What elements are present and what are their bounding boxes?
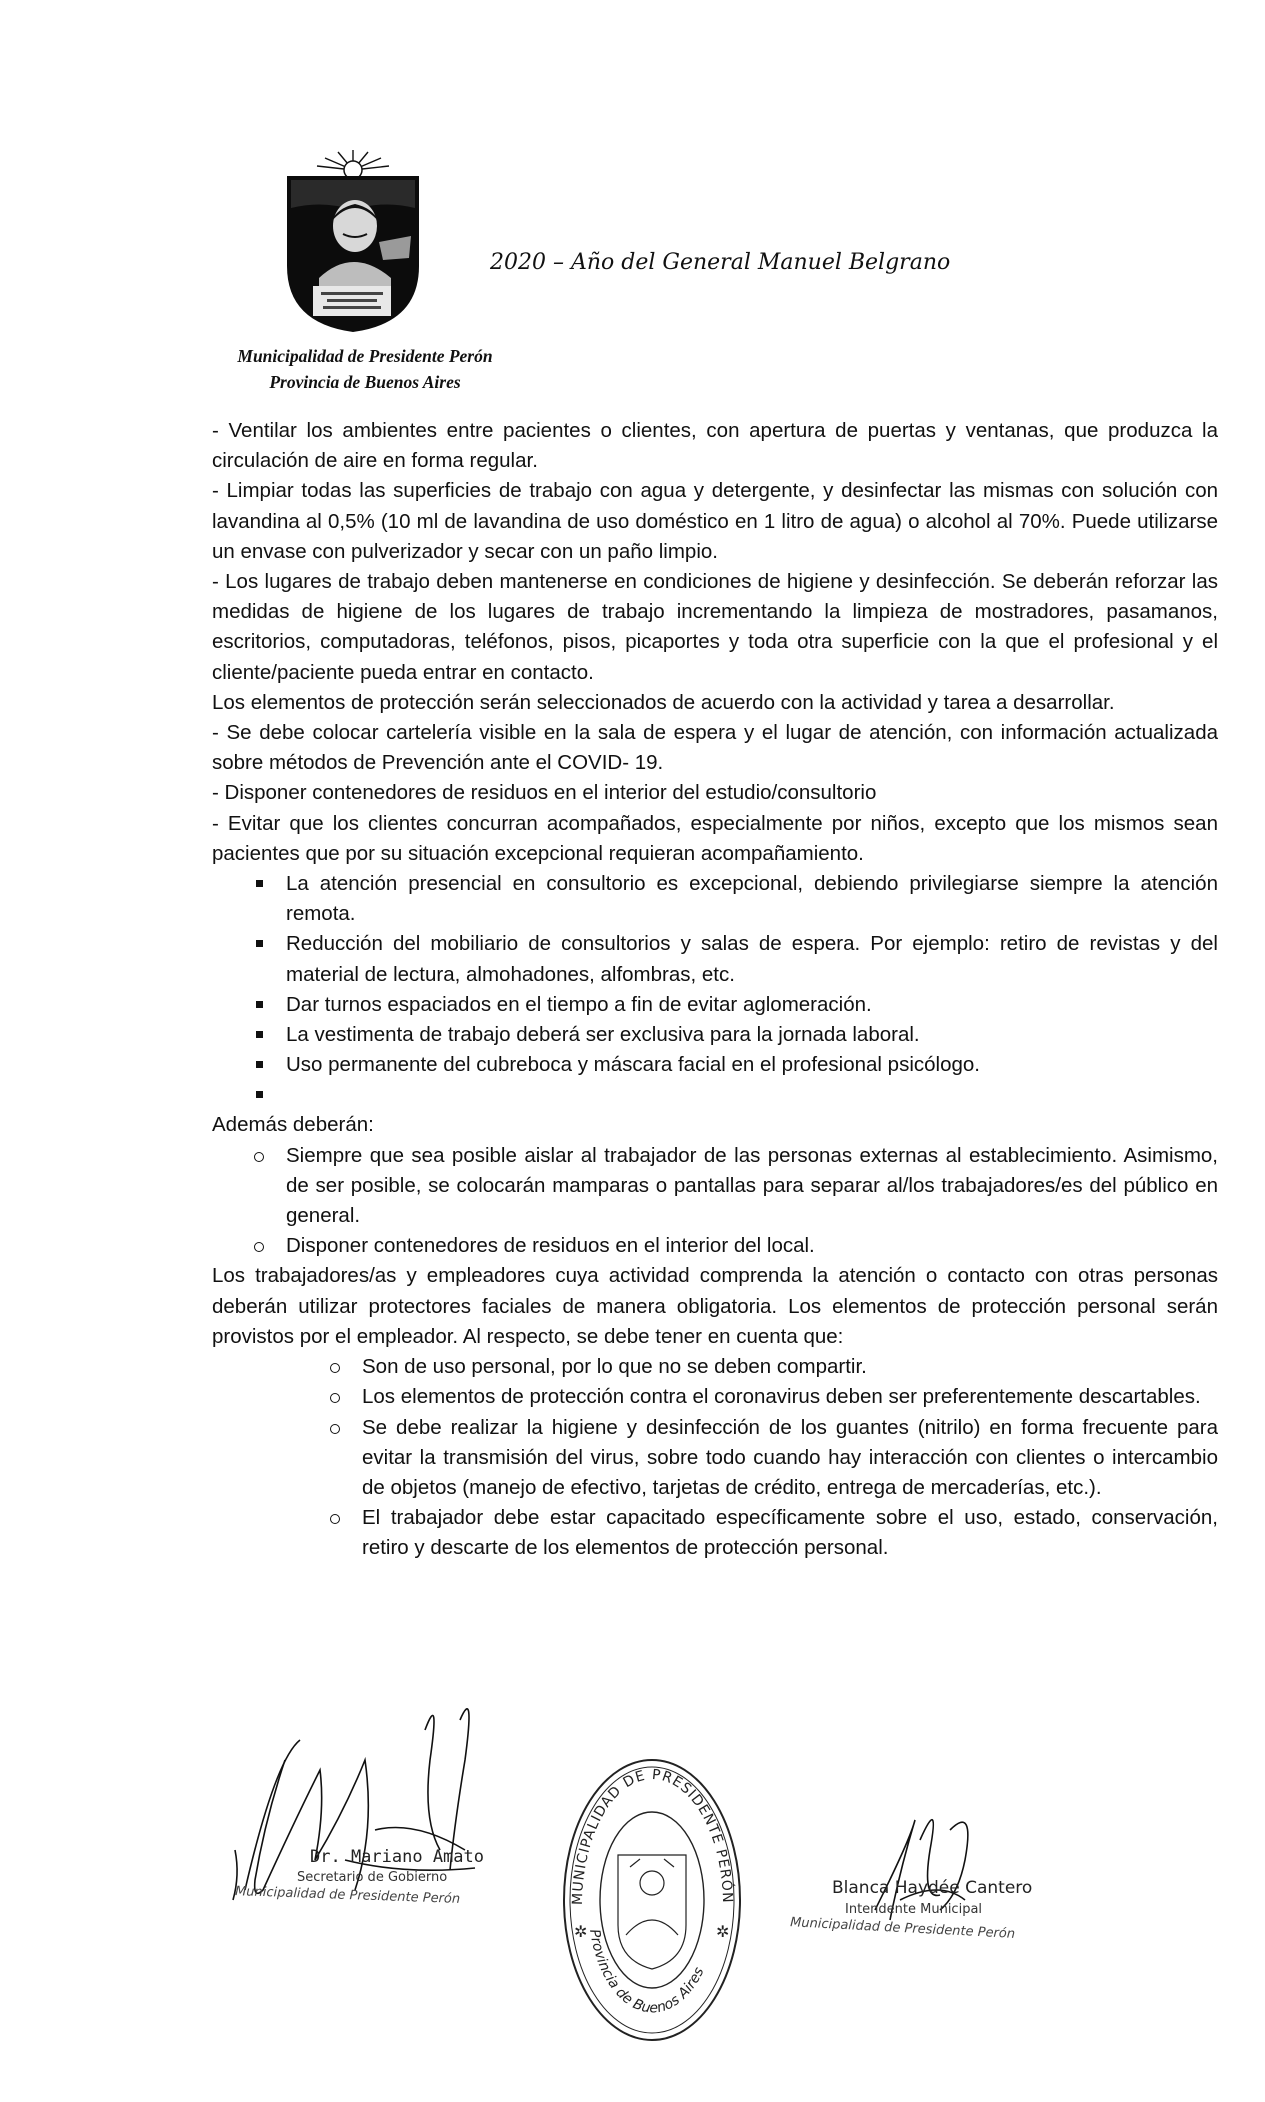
list-item: Siempre que sea posible aislar al trabajador de las personas externas al establecimiento. Asimismo, de ser posible, se colocarán mamparas o pantallas para separar al/los trabajadores/es del público en general. [248, 1141, 1218, 1232]
list-item: Reducción del mobiliario de consultorios y salas de espera. Por ejemplo: retiro de revistas y del material de lectura, almohadones, alfombras, etc. [250, 929, 1218, 989]
circle-bullet-list-2 [324, 1352, 1218, 1563]
paragraph-carteleria: - Se debe colocar cartelería visible en la sala de espera y el lugar de atención, con información actualizada sobre métodos de Prevención ante el COVID- 19. [212, 721, 1218, 775]
square-bullet-list [250, 869, 1218, 1110]
paragraph-lugares-trabajo: - Los lugares de trabajo deben mantenerse en condiciones de higiene y desinfección. Se deberán reforzar las medidas de higiene de los lugares de trabajo incrementando la limpieza de mostradores, pasamanos, escritorios, computadoras, teléfonos, pisos, picaportes y toda otra superficie con la que el profesional y el cliente/paciente pueda entrar en contacto. [212, 570, 1218, 684]
official-seal-stamp [560, 1755, 745, 2045]
paragraph-protectores-faciales: Los trabajadores/as y empleadores cuya actividad comprenda la atención o contacto con otras personas deberán utilizar protectores faciales de manera obligatoria. Los elementos de protección personal serán provistos por el empleador. Al respecto, se debe tener en cuenta que: [212, 1264, 1218, 1348]
ademas-label: Además deberán: [212, 1113, 374, 1137]
circle-bullet-icon [330, 1393, 340, 1403]
signer-org-right: Municipalidad de Presidente Perón [789, 1915, 1016, 1942]
list-item: Son de uso personal, por lo que no se deben compartir. [324, 1352, 1218, 1382]
signer-org-left: Municipalidad de Presidente Perón [234, 1884, 461, 1907]
square-bullet-icon [256, 940, 263, 947]
signature-intendente [790, 1800, 1090, 1980]
province-name: Provincia de Buenos Aires [269, 372, 461, 392]
circle-bullet-icon [330, 1514, 340, 1524]
signer-role-left: Secretario de Gobierno [297, 1870, 448, 1885]
list-item: La vestimenta de trabajo deberá ser exclusiva para la jornada laboral. [250, 1020, 1218, 1050]
list-item: El trabajador debe estar capacitado específicamente sobre el uso, estado, conservación, retiro y descarte de los elementos de protección personal. [324, 1503, 1218, 1563]
municipal-crest-logo [283, 148, 423, 333]
list-item: Se debe realizar la higiene y desinfección de los guantes (nitrilo) en forma frecuente para evitar la transmisión del virus, sobre todo cuando hay interacción con clientes o intercambio de objetos (manejo de efectivo, tarjetas de crédito, entrega de mercaderías, etc.). [324, 1413, 1218, 1504]
municipality-heading [205, 343, 525, 395]
circle-bullet-icon [330, 1424, 340, 1434]
square-bullet-icon [256, 1091, 263, 1098]
signer-name-right: Blanca Haydée Cantero [832, 1878, 1033, 1898]
signer-role-right: Intendente Municipal [845, 1902, 983, 1917]
svg-text:MUNICIPALIDAD DE PRESIDENTE PE: MUNICIPALIDAD DE PRESIDENTE PERÓN [569, 1766, 736, 1906]
year-motto: 2020 – Año del General Manuel Belgrano [490, 250, 951, 275]
paragraph-ventilar: - Ventilar los ambientes entre pacientes o clientes, con apertura de puertas y ventanas, que produzca la circulación de aire en forma regular. [212, 419, 1218, 473]
square-bullet-icon [256, 1061, 263, 1068]
municipality-name: Municipalidad de Presidente Perón [237, 346, 493, 366]
square-bullet-icon [256, 880, 263, 887]
list-item: Dar turnos espaciados en el tiempo a fin de evitar aglomeración. [250, 990, 1218, 1020]
circle-bullet-icon [254, 1242, 264, 1252]
circle-bullet-icon [330, 1363, 340, 1373]
document-body [212, 416, 1218, 1564]
list-item-empty [250, 1080, 1218, 1110]
list-item: Los elementos de protección contra el coronavirus deben ser preferentemente descartables. [324, 1382, 1218, 1412]
square-bullet-icon [256, 1001, 263, 1008]
svg-text:✲: ✲ [716, 1924, 730, 1941]
paragraph-elementos-proteccion: Los elementos de protección serán seleccionados de acuerdo con la actividad y tarea a desarrollar. [212, 690, 1115, 714]
square-bullet-icon [256, 1031, 263, 1038]
circle-bullet-list [248, 1141, 1218, 1262]
paragraph-contenedores: - Disponer contenedores de residuos en el interior del estudio/consultorio [212, 781, 877, 805]
list-item: Uso permanente del cubreboca y máscara facial en el profesional psicólogo. [250, 1050, 1218, 1080]
svg-text:Provincia de Buenos Aires: Provincia de Buenos Aires [585, 1928, 708, 2017]
signature-secretario [225, 1700, 555, 1930]
paragraph-limpiar: - Limpiar todas las superficies de trabajo con agua y detergente, y desinfectar las mismas con solución con lavandina al 0,5% (10 ml de lavandina de uso doméstico en 1 litro de agua) o alcohol al 70%. Puede utilizarse un envase con pulverizador y secar con un paño limpio. [212, 479, 1218, 563]
paragraph-evitar-acompanados: - Evitar que los clientes concurran acompañados, especialmente por niños, excepto que los mismos sean pacientes que por su situación excepcional requieran acompañamiento. [212, 811, 1218, 865]
signer-name-left: Dr. Mariano Amato [310, 1847, 484, 1867]
list-item: Disponer contenedores de residuos en el interior del local. [248, 1231, 1218, 1261]
circle-bullet-icon [254, 1152, 264, 1162]
svg-text:✲: ✲ [574, 1924, 588, 1941]
list-item: La atención presencial en consultorio es excepcional, debiendo privilegiarse siempre la atención remota. [250, 869, 1218, 929]
